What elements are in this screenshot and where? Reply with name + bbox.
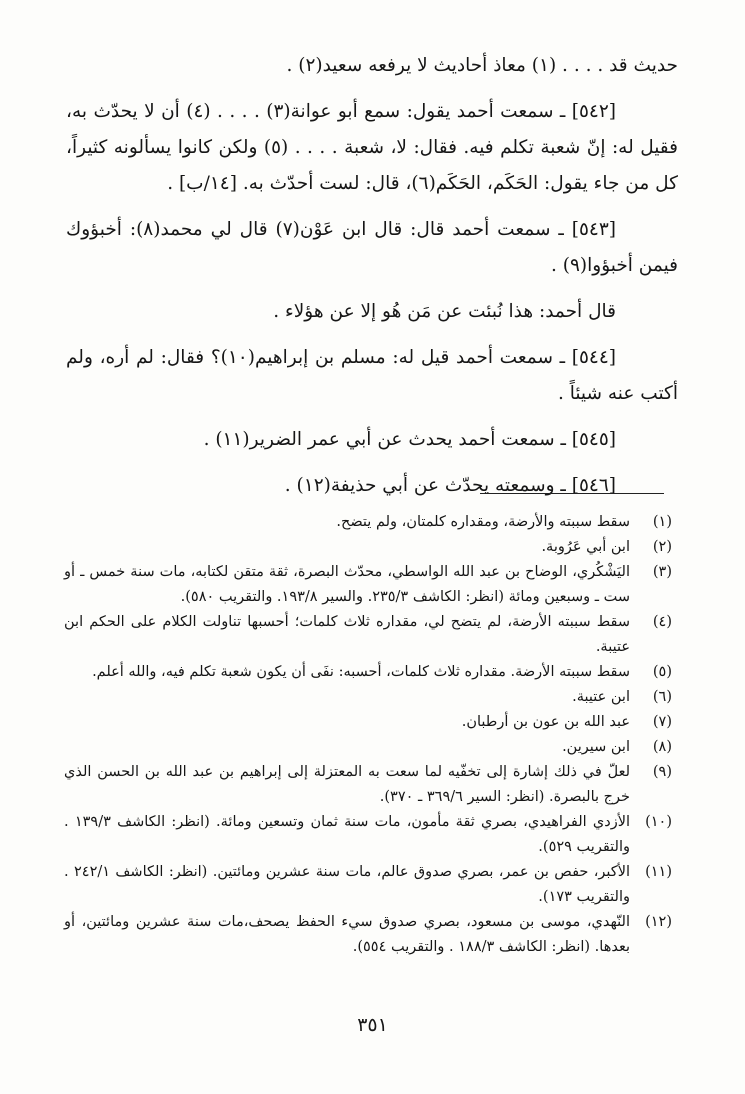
footnote (64, 535, 676, 560)
paragraph-542: [٥٤٢] ـ سمعت أحمد يقول: سمع أبو عوانة(٣) . . . . (٤) أن لا يحدّث به، فقيل له: إنّ شعبة تكلم فيه. فقال: لا، شعبة . . . . (٥) ولكن كانوا يسألونه كثيراً، كل من جاء يقول: الحَكَم، الحَكَم(٦)، قال: لست أحدّث به. [١٤/ب] . (66, 101, 678, 194)
footnote-number: (٨) (652, 739, 672, 755)
footnote-number: (٣) (652, 564, 672, 580)
footnote-number: (١٠) (645, 814, 672, 830)
footnote (64, 660, 676, 685)
footnote-number: (٥) (652, 664, 672, 680)
main-text (66, 48, 678, 504)
paragraph-545: [٥٤٥] ـ سمعت أحمد يحدث عن أبي عمر الضرير(١١) . (203, 429, 616, 450)
footnote-number: (٢) (652, 539, 672, 555)
footnote (64, 760, 676, 810)
footnote-number: (١٢) (645, 914, 672, 930)
footnote-text: ابن سيرين. (562, 739, 630, 755)
footnote-number: (٦) (652, 689, 672, 705)
footnote (64, 610, 676, 660)
footnote (64, 735, 676, 760)
footnote-text: الأزدي الفراهيدي، بصري ثقة مأمون، مات سنة ثمان وتسعين ومائة. (انظر: الكاشف ١٣٩/٣ . والتقريب ٥٢٩). (64, 814, 631, 855)
footnote-text: النّهدي، موسى بن مسعود، بصري صدوق سيء الحفظ يصحف،مات سنة عشرين ومائتين، أو بعدها. (انظر: الكاشف ١٨٨/٣ . والتقريب ٥٥٤). (64, 914, 630, 955)
footnote-number: (١١) (645, 864, 672, 880)
footnote-text: اليَشْكُري، الوضاح بن عبد الله الواسطي، محدّث البصرة، ثقة متقن لكتابه، مات سنة خمس ـ أو ست ـ وسبعين ومائة (انظر: الكاشف ٢٣٥/٣. والسير ١٩٣/٨. والتقريب ٥٨٠). (64, 564, 630, 605)
footnote (64, 685, 676, 710)
footnote-text: سقط سببته الأرضة. مقداره ثلاث كلمات، أحسبه: نفَى أن يكون شعبة تكلم فيه، والله أعلم. (92, 664, 630, 680)
footnote (64, 810, 676, 860)
paragraph-546: [٥٤٦] ـ وسمعته يحدّث عن أبي حذيفة(١٢) . (284, 475, 616, 496)
footnote (64, 710, 676, 735)
footnote (64, 860, 676, 910)
footnote-text: لعلّ في ذلك إشارة إلى تخفّيه لما سعت به المعتزلة إلى إبراهيم بن عبد الله بن الحسن الذي خرج بالبصرة. (انظر: السير ٣٦٩/٦ ـ ٣٧٠). (64, 764, 631, 805)
footnote-text: عبد الله بن عون بن أرطبان. (461, 714, 630, 730)
page-number: ٣٥١ (357, 1014, 388, 1036)
footnote (64, 910, 676, 960)
footnote (64, 560, 676, 610)
paragraph-544: [٥٤٤] ـ سمعت أحمد قيل له: مسلم بن إبراهيم(١٠)؟ فقال: لم أره، ولم أكتب عنه شيئاً . (66, 347, 678, 404)
footnote-number: (١) (652, 514, 672, 530)
footnote-text: الأكبر، حفص بن عمر، بصري صدوق عالم، مات سنة عشرين ومائتين. (انظر: الكاشف ٢٤٢/١ . والتقريب ١٧٣). (64, 864, 631, 905)
paragraph-continuation: حديث قد . . . . (١) معاذ أحاديث لا يرفعه سعيد(٢) . (286, 55, 678, 76)
footnote-text: سقط سببته والأرضة، ومقداره كلمتان، ولم يتضح. (336, 514, 630, 530)
footnote-separator (480, 493, 664, 494)
footnote-number: (٩) (652, 764, 672, 780)
footnote-number: (٤) (652, 614, 672, 630)
footnote-text: سقط سببته الأرضة، لم يتضح لي، مقداره ثلاث كلمات؛ أحسبها تناولت الكلام على الحكم ابن عتيبة. (64, 614, 630, 655)
paragraph-ahmad-comment: قال أحمد: هذا نُبئت عن مَن هُو إلا عن هؤلاء . (273, 301, 616, 322)
footnote (64, 510, 676, 535)
footnote-number: (٧) (652, 714, 672, 730)
footnote-text: ابن أبي عَرُوبة. (541, 539, 630, 555)
footnote-text: ابن عتيبة. (572, 689, 630, 705)
paragraph-543: [٥٤٣] ـ سمعت أحمد قال: قال ابن عَوْن(٧) قال لي محمد(٨): أخبؤوك فيمن أخبؤوا(٩) . (66, 219, 678, 276)
footnotes (64, 510, 676, 960)
